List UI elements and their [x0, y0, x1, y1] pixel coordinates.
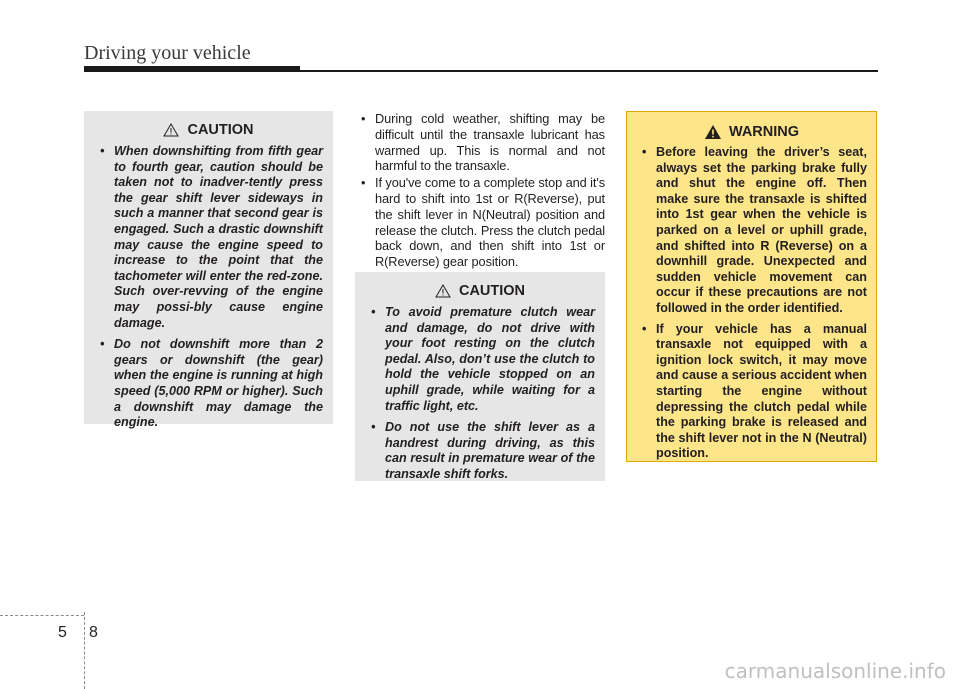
list-item: • If you've come to a complete stop and it's hard to shift into 1st or R(Reverse), put the shift lever in N(Neutral) position and release the clutch. Press the clutch pedal back down, and then shift into 1st or R(Reverse) gear position. — [355, 175, 605, 270]
list-item: • Before leaving the driver’s seat, always set the parking brake fully and shut the engine off. Then make sure the transaxle is shifted into 1st gear when the vehicle is parked on a level or uphill grade, and shifted into R (Reverse) on a downhill grade. Unexpected and sudden vehicle movement can occur if these precautions are not followed in the order identified. — [636, 145, 867, 317]
caution-heading-text: CAUTION — [187, 122, 254, 138]
caution-icon — [435, 284, 451, 298]
list-item: • Do not downshift more than 2 gears or downshift (the gear) when the engine is running at high speed (5,000 RPM or higher). Such a downshift may damage the engine. — [94, 337, 323, 431]
warning-icon — [704, 124, 722, 140]
caution-box-left — [84, 111, 333, 430]
list-item: • During cold weather, shifting may be difficult until the transaxle lubricant has warmed up. This is normal and not harmful to the transaxle. — [355, 111, 605, 174]
warning-list — [636, 145, 867, 462]
warning-heading — [636, 124, 867, 140]
header-title: Driving your vehicle — [84, 42, 251, 64]
body-text-list — [355, 111, 605, 270]
footer-divider-horizontal — [0, 615, 84, 616]
caution-icon — [163, 123, 179, 137]
caution-heading-text: CAUTION — [458, 283, 526, 299]
page-number: 8 — [89, 624, 98, 641]
caution-box-middle — [355, 272, 605, 481]
chapter-number: 5 — [58, 624, 67, 641]
list-item: • If your vehicle has a manual transaxle not equipped with a ignition lock switch, it may move and cause a serious accident when starting the engine without depressing the clutch pedal while the parking brake is released and the shift lever not in the N (Neutral) position. — [636, 322, 867, 462]
body-text-column — [355, 111, 605, 271]
warning-heading-text: WARNING — [728, 124, 800, 140]
footer-divider-vertical — [84, 612, 85, 689]
caution-heading-middle — [365, 283, 595, 299]
header-rule-thin — [84, 70, 878, 72]
caution-heading-left — [94, 122, 323, 138]
list-item: • To avoid premature clutch wear and damage, do not drive with your foot resting on the clutch pedal. Also, don’t use the clutch to hold the vehicle stopped on an uphill grade, while waiting for a traffic light, etc. — [365, 305, 595, 414]
caution-list-middle — [365, 305, 595, 483]
list-item: • When downshifting from fifth gear to fourth gear, caution should be taken not to inadver-tently press the gear shift lever sideways in such a manner that second gear is engaged. Such a drastic downshift may cause the engine speed to increase to the point that the tachometer will enter the red-zone. Such over-revving of the engine may possi-bly cause engine damage. — [94, 144, 323, 331]
list-item: • Do not use the shift lever as a handrest during driving, as this can result in premature wear of the transaxle shift forks. — [365, 420, 595, 482]
caution-list-left — [94, 144, 323, 431]
warning-box — [626, 111, 877, 462]
watermark: carmanualsonline.info — [724, 659, 946, 683]
